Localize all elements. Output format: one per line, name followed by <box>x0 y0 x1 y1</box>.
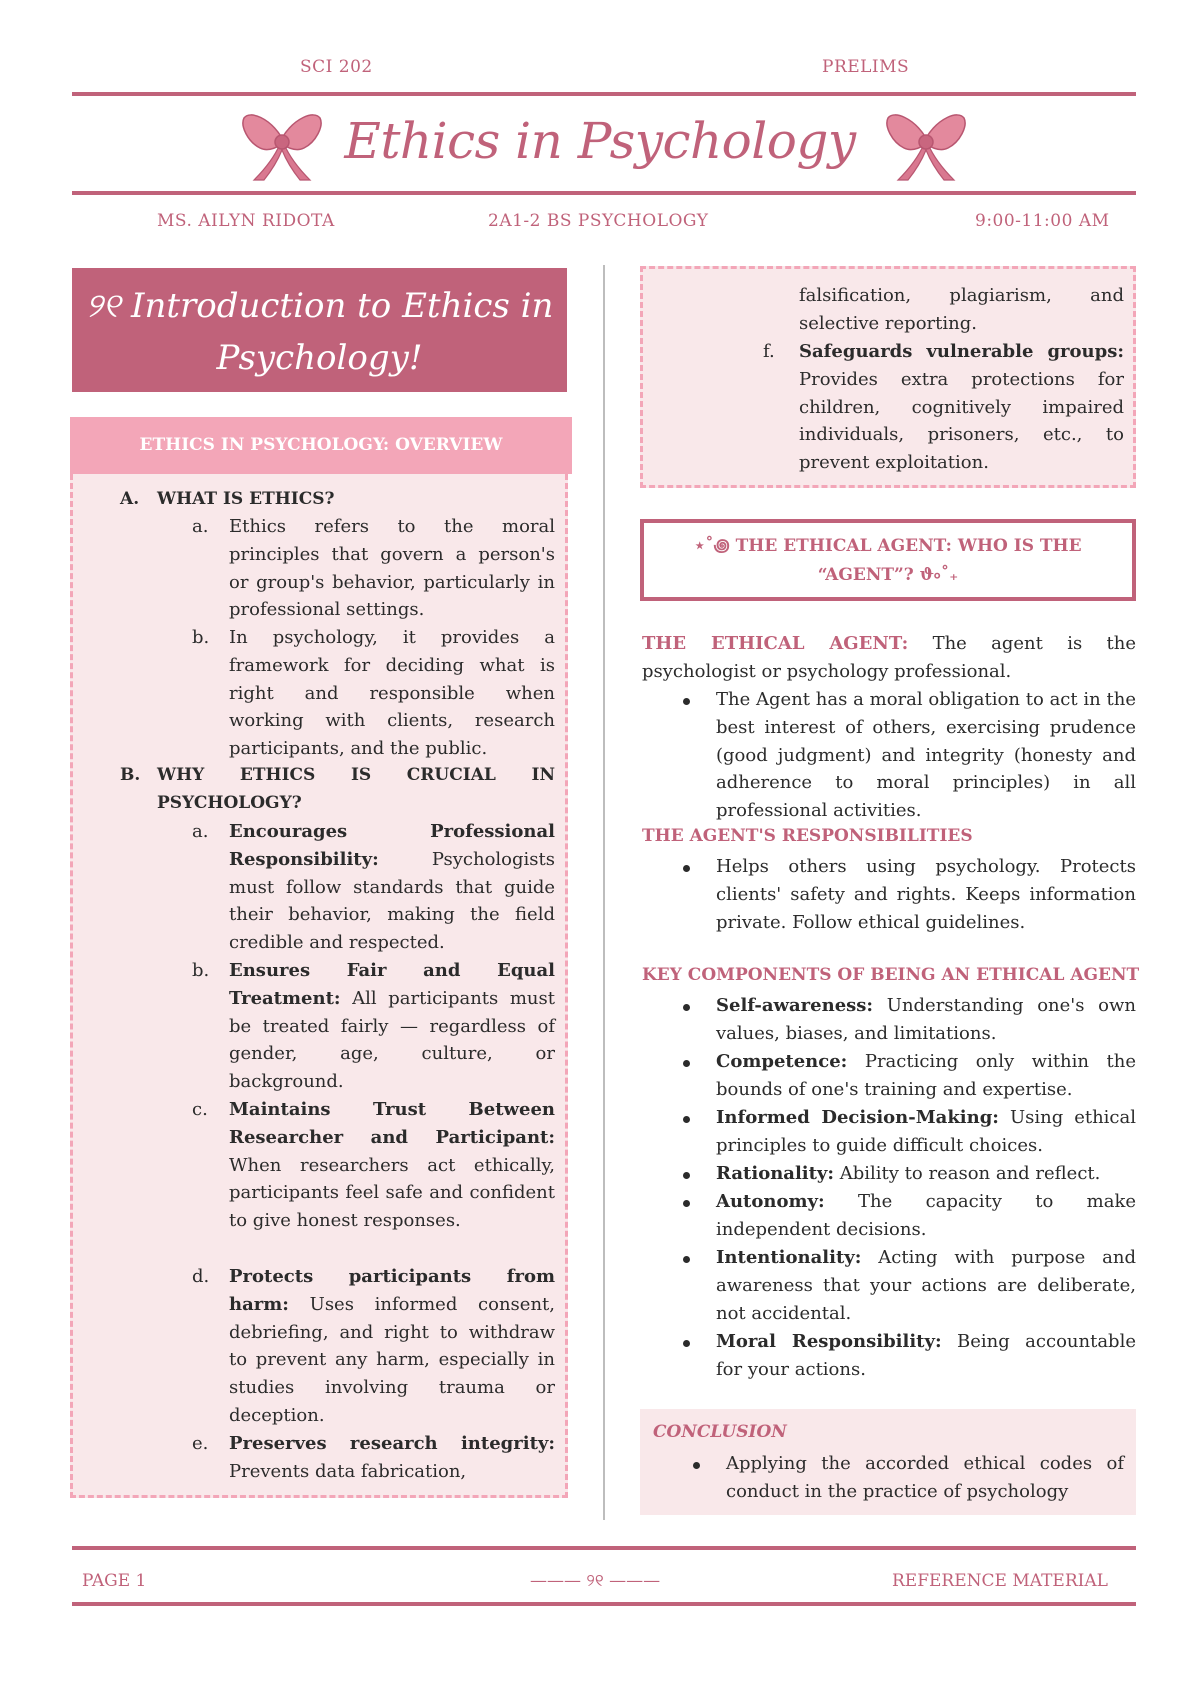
b-item-marker: d. <box>192 1266 210 1287</box>
b-item-bold: Protects participants from harm: <box>229 1266 555 1315</box>
responsibilities-bullet-text: Helps others using psychology. Protects clients' safety and rights. Keeps information private. Follow ethical guidelines. <box>716 856 1136 933</box>
header-rule-bottom <box>72 191 1136 195</box>
a-item-text: Ethics refers to the moral principles that govern a person's or group's behavior, particularly in professional settings. <box>229 516 555 621</box>
component-text: The capacity to make independent decisions. <box>716 1191 1136 1240</box>
ethical-agent-heading-line2: “AGENT”? ϑ৹˚₊ <box>817 565 959 585</box>
page-title: Ethics in Psychology <box>344 112 856 170</box>
component-item <box>716 1048 1136 1104</box>
b-item-text: Prevents data fabrication, <box>229 1460 467 1482</box>
b-item <box>229 1263 555 1430</box>
bullet-icon <box>683 1256 690 1263</box>
bullet-icon <box>683 1060 690 1067</box>
component-item <box>716 1328 1136 1384</box>
b-item <box>229 957 555 1096</box>
bullet-icon <box>693 1462 700 1469</box>
responsibilities-heading: THE AGENT'S RESPONSIBILITIES <box>642 826 973 846</box>
overview-heading: ETHICS IN PSYCHOLOGY: OVERVIEW <box>70 417 572 474</box>
column-divider <box>603 265 605 1520</box>
b-item-bold: Ensures Fair and Equal Treatment: <box>229 960 555 1009</box>
bullet-icon <box>683 1116 690 1123</box>
component-bold: Competence: <box>716 1051 848 1072</box>
ethical-agent-text: The agent is the psychologist or psychology professional. <box>642 633 1136 682</box>
ethical-agent-heading-line1: ⋆˚꩜ THE ETHICAL AGENT: WHO IS THE <box>694 536 1082 556</box>
component-text: Being accountable for your actions. <box>716 1331 1136 1380</box>
intro-title-banner <box>72 268 567 392</box>
bullet-icon <box>683 1004 690 1011</box>
conclusion-heading: CONCLUSION <box>653 1422 787 1442</box>
component-text: Acting with purpose and awareness that your actions are deliberate, not accidental. <box>716 1247 1136 1324</box>
component-text: Ability to reason and reflect. <box>834 1163 1101 1184</box>
ethical-agent-definition <box>642 630 1136 686</box>
intro-title-line1: ୨୧ Introduction to Ethics in <box>85 286 554 326</box>
component-text: Practicing only within the bounds of one's training and expertise. <box>716 1051 1136 1100</box>
conclusion-text: Applying the accorded ethical codes of conduct in the practice of psychology <box>726 1453 1124 1502</box>
f-item-text: Provides extra protections for children, cognitively impaired individuals, prisoners, etc., to prevent exploitation. <box>799 368 1124 474</box>
bullet-icon <box>683 1200 690 1207</box>
bullet-icon <box>683 1172 690 1179</box>
b-item-marker: e. <box>192 1433 209 1454</box>
ethical-agent-label: THE ETHICAL AGENT: <box>642 633 909 654</box>
b-item-text: When researchers act ethically, participants feel safe and confident to give honest responses. <box>229 1154 555 1232</box>
b-item-text: Psychologists must follow standards that guide their behavior, making the field credible and respected. <box>229 848 555 954</box>
section-a-marker: A. <box>120 489 140 509</box>
f-item-marker: f. <box>763 341 775 362</box>
b-item-marker: c. <box>192 1099 208 1120</box>
components-heading: KEY COMPONENTS OF BEING AN ETHICAL AGENT <box>642 965 1140 985</box>
b-item-bold: Preserves research integrity: <box>229 1433 555 1454</box>
footer-rule-top <box>72 1546 1136 1550</box>
class-section: 2A1-2 BS PSYCHOLOGY <box>488 211 709 231</box>
instructor-name: MS. AILYN RIDOTA <box>157 211 335 231</box>
component-item <box>716 1160 1136 1188</box>
b-item-text: All participants must be treated fairly — regardless of gender, age, culture, or background. <box>229 987 555 1093</box>
page-number: PAGE 1 <box>82 1571 147 1591</box>
bow-right-icon <box>884 108 968 184</box>
f-item <box>799 338 1124 477</box>
component-text: Using ethical principles to guide difficult choices. <box>716 1107 1137 1156</box>
section-b-title: WHY ETHICS IS CRUCIAL IN PSYCHOLOGY? <box>157 765 555 813</box>
continued-text: falsification, plagiarism, and selective reporting. <box>799 285 1124 334</box>
term-label: PRELIMS <box>822 57 910 77</box>
bullet-icon <box>683 865 690 872</box>
b-item-marker: b. <box>192 960 210 981</box>
bullet-icon <box>683 698 690 705</box>
component-bold: Autonomy: <box>716 1191 825 1212</box>
f-item-bold: Safeguards vulnerable groups: <box>799 341 1124 362</box>
b-item <box>229 1096 555 1235</box>
component-item <box>716 1104 1136 1160</box>
footer-ornament: ——— ୨୧ ——— <box>530 1571 661 1591</box>
b-item-bold: Maintains Trust Between Researcher and Participant: <box>229 1099 555 1148</box>
component-bold: Self-awareness: <box>716 995 874 1016</box>
b-item-text: Uses informed consent, debriefing, and right to withdraw to prevent any harm, especially in studies involving trauma or deception. <box>229 1293 555 1426</box>
component-item <box>716 1188 1136 1244</box>
class-time: 9:00-11:00 AM <box>975 211 1110 231</box>
component-item <box>716 1244 1136 1327</box>
footer-label: REFERENCE MATERIAL <box>892 1571 1108 1591</box>
b-item <box>229 1430 555 1486</box>
component-bold: Informed Decision-Making: <box>716 1107 999 1128</box>
component-bold: Intentionality: <box>716 1247 862 1268</box>
component-bold: Moral Responsibility: <box>716 1331 942 1352</box>
b-item <box>229 818 555 957</box>
component-bold: Rationality: <box>716 1163 835 1184</box>
b-item-marker: a. <box>192 821 209 842</box>
header-rule-top <box>72 92 1136 96</box>
bullet-icon <box>683 1340 690 1347</box>
agent-bullet-text: The Agent has a moral obligation to act in the best interest of others, exercising prudence (good judgment) and integrity (honesty and adherence to moral principles) in all professional activities. <box>716 689 1136 822</box>
ethical-agent-heading-box <box>640 519 1136 601</box>
a-item-marker: b. <box>192 627 210 648</box>
section-a-title: WHAT IS ETHICS? <box>157 489 335 509</box>
section-b-marker: B. <box>120 765 141 785</box>
course-code: SCI 202 <box>300 57 373 77</box>
footer-rule-bottom <box>72 1602 1136 1606</box>
b-item-bold: Encourages Professional Responsibility: <box>229 821 555 870</box>
component-text: Understanding one's own values, biases, and limitations. <box>716 995 1136 1044</box>
a-item-text: In psychology, it provides a framework for deciding what is right and responsible when working with clients, research participants, and the public. <box>229 627 555 760</box>
a-item-marker: a. <box>192 516 209 537</box>
component-item <box>716 992 1136 1048</box>
intro-title-line2: Psychology! <box>216 338 423 378</box>
